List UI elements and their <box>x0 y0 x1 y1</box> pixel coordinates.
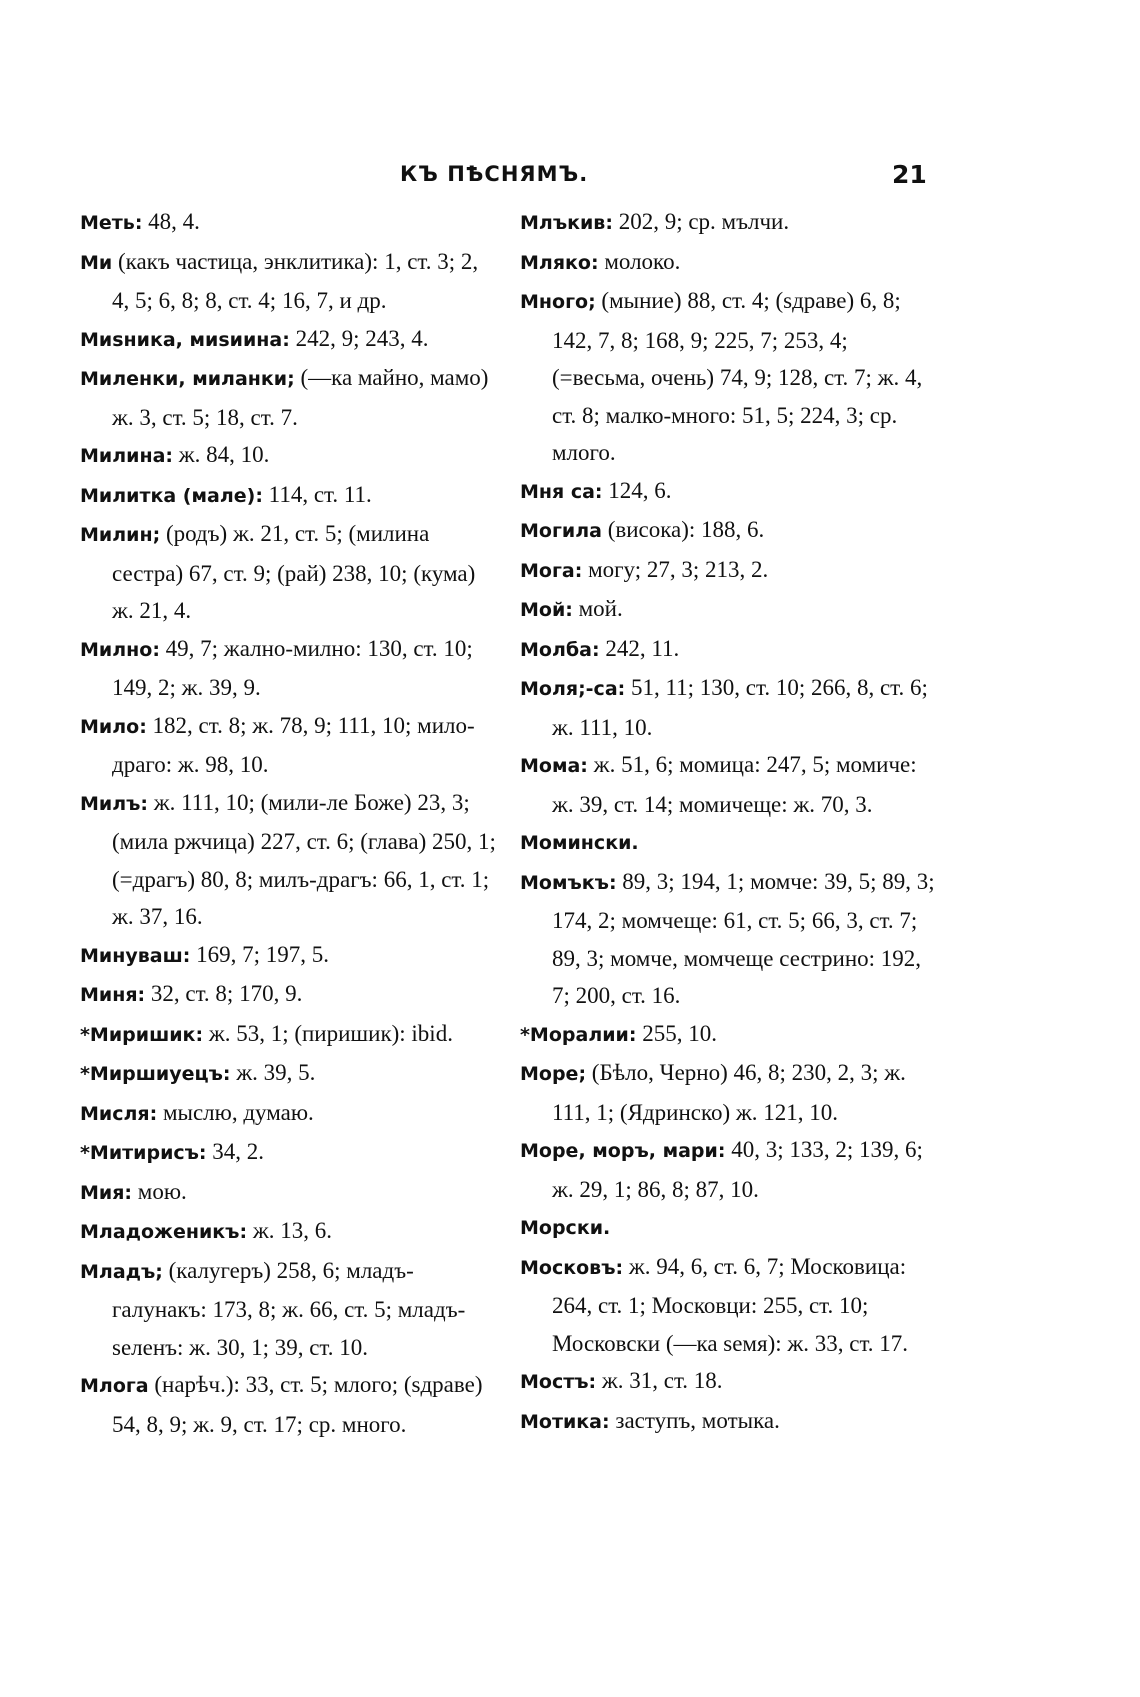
headword: Младоженикъ: <box>80 1221 248 1243</box>
dictionary-entry <box>80 630 500 707</box>
running-head: КЪ ПѢСНЯМЪ. <box>400 162 589 186</box>
entry-text: (мыние) 88, ст. 4; (ѕдраве) 6, 8; 142, 7, 8; 168, 9; 225, 7; 253, 4; (=весьма, очень) 74, 9; 128, ст. 7; ж. 4, ст. 8; малко-много: 51, 5; 224, 3; ср. млого. <box>552 288 923 465</box>
entry-text: 255, 10. <box>636 1020 717 1046</box>
headword: Миня: <box>80 984 146 1006</box>
dictionary-entry <box>520 1054 940 1131</box>
headword: Миѕника, миѕиина: <box>80 328 290 351</box>
dictionary-entry <box>80 1015 500 1055</box>
dictionary-entry <box>80 975 500 1015</box>
dictionary-entry <box>520 1248 940 1363</box>
headword: *Моралии: <box>520 1023 637 1046</box>
dictionary-entry <box>80 707 500 784</box>
dictionary-entry <box>520 823 940 863</box>
entry-text: мой. <box>572 596 623 621</box>
headword: Милитка (мале): <box>80 484 263 507</box>
headword: Минуваш: <box>80 944 191 967</box>
dictionary-entry <box>520 472 940 512</box>
entry-text: (какъ частица, энклитика): 1, ст. 3; 2, 4, 5; 6, 8; 8, ст. 4; 16, 7, и др. <box>112 248 479 313</box>
entry-text: (Бѣло, Черно) 46, 8; 230, 2, 3; ж. 111, 1; (Ядринско) ж. 121, 10. <box>552 1060 906 1125</box>
dictionary-entry <box>520 1015 940 1055</box>
dictionary-entry <box>80 784 500 936</box>
entry-text: 242, 11. <box>599 635 680 661</box>
headword: Мостъ: <box>520 1371 597 1393</box>
entry-text: молоко. <box>598 248 681 274</box>
entry-text: 34, 2. <box>206 1139 265 1164</box>
headword: Молба: <box>520 638 600 661</box>
entry-text: ж. 84, 10. <box>173 442 270 467</box>
entry-text: 124, 6. <box>602 477 672 503</box>
entry-text: заступъ, мотыка. <box>609 1407 780 1433</box>
dictionary-entry <box>80 515 500 630</box>
headword: Много; <box>520 291 596 313</box>
dictionary-entry <box>80 203 500 243</box>
dictionary-entry <box>520 590 940 630</box>
entry-text: ж. 51, 6; момица: 247, 5; момиче: ж. 39, ст. 14; момичеще: ж. 70, 3. <box>552 752 917 817</box>
entry-text: ж. 31, ст. 18. <box>596 1368 723 1393</box>
entry-text: (—ка майно, мамо) ж. 3, ст. 5; 18, ст. 7. <box>112 365 489 430</box>
entry-text: 89, 3; 194, 1; момче: 39, 5; 89, 3; 174, 2; момчеще: 61, ст. 5; 66, 3, ст. 7; 89, 3; момче, момчеще сестрино: 192, 7; 200, ст. 16. <box>552 868 935 1008</box>
headword: Момъкъ: <box>520 871 617 894</box>
headword: Млъкив: <box>520 212 613 234</box>
headword: Миленки, миланки; <box>80 368 295 390</box>
headword: Милина: <box>80 445 173 467</box>
entry-text: (калугеръ) 258, 6; младъ-галунакъ: 173, 8; ж. 66, ст. 5; младъ-ѕеленъ: ж. 30, 1; 39, ст. 10. <box>112 1257 466 1360</box>
headword: Море, моръ, мари: <box>520 1140 726 1162</box>
dictionary-entry <box>520 746 940 823</box>
headword: Могила <box>520 520 602 542</box>
headword: Мома: <box>520 755 588 777</box>
entry-text: 48, 4. <box>142 209 200 234</box>
entry-text: мою. <box>132 1178 187 1204</box>
dictionary-entry <box>520 551 940 591</box>
dictionary-entry <box>520 203 940 243</box>
dictionary-entry <box>520 243 940 283</box>
headword: *Миршиуецъ: <box>80 1063 231 1085</box>
headword: Мляко: <box>520 251 599 274</box>
entry-text: 32, ст. 8; 170, 9. <box>145 981 303 1006</box>
headword: Мило: <box>80 715 147 738</box>
entry-text: (нарѣч.): 33, ст. 5; млого; (ѕдраве) 54, 8, 9; ж. 9, ст. 17; ср. много. <box>112 1372 483 1437</box>
entry-text: ж. 13, 6. <box>247 1218 332 1243</box>
right-column <box>520 203 940 1441</box>
headword: Мога: <box>520 559 583 582</box>
dictionary-entry <box>520 282 940 472</box>
entry-text: мыслю, думаю. <box>157 1099 314 1125</box>
entry-text: (родъ) ж. 21, ст. 5; (милина сестра) 67, ст. 9; (рай) 238, 10; (кума) ж. 21, 4. <box>112 521 476 623</box>
dictionary-entry <box>80 436 500 476</box>
entry-text: 242, 9; 243, 4. <box>289 325 429 351</box>
headword: Морски. <box>520 1217 611 1239</box>
headword: Море; <box>520 1063 587 1085</box>
dictionary-entry <box>520 1208 940 1248</box>
headword: Милъ: <box>80 792 149 815</box>
dictionary-entry <box>80 476 500 516</box>
dictionary-entry <box>80 1094 500 1134</box>
headword: Младъ; <box>80 1260 163 1283</box>
headword: Момински. <box>520 832 639 854</box>
page-number: 21 <box>892 160 927 189</box>
headword: Мой: <box>520 599 573 621</box>
entry-text: (висока): 188, 6. <box>601 517 765 542</box>
entry-text: 202, 9; ср. мълчи. <box>612 209 790 234</box>
dictionary-entry <box>520 1362 940 1402</box>
dictionary-entry <box>520 863 940 1015</box>
entry-text: ж. 111, 10; (мили-ле Боже) 23, 3; (мила ржчица) 227, ст. 6; (глава) 250, 1; (=драгъ) 80, 8; милъ-драгъ: 66, 1, ст. 1; ж. 37, 16. <box>112 789 496 929</box>
entry-text: могу; 27, 3; 213, 2. <box>582 556 769 582</box>
headword: Милин; <box>80 524 161 546</box>
dictionary-entry <box>520 630 940 670</box>
headword: Млога <box>80 1375 149 1397</box>
dictionary-entry <box>80 1366 500 1443</box>
dictionary-entry <box>520 511 940 551</box>
entry-text: ж. 39, 5. <box>230 1060 316 1085</box>
headword: Меть: <box>80 212 143 234</box>
headword: *Митирисъ: <box>80 1142 207 1164</box>
dictionary-entry <box>520 1402 940 1442</box>
dictionary-entry <box>80 1173 500 1213</box>
headword: Мня са: <box>520 480 603 503</box>
headword: *Миришик: <box>80 1023 204 1046</box>
dictionary-entry <box>80 936 500 976</box>
dictionary-entry <box>520 669 940 746</box>
entry-text: ж. 94, 6, ст. 6, 7; Московица: 264, ст. 1; Московци: 255, ст. 10; Московски (—ка ѕемя): ж. 33, ст. 17. <box>552 1253 909 1356</box>
entry-text: 169, 7; 197, 5. <box>190 941 329 967</box>
headword: Московъ: <box>520 1256 624 1279</box>
left-column <box>80 203 500 1443</box>
entry-text: 40, 3; 133, 2; 139, 6; ж. 29, 1; 86, 8; 87, 10. <box>552 1137 923 1202</box>
headword: Мотика: <box>520 1410 610 1433</box>
headword: Мисля: <box>80 1102 158 1125</box>
dictionary-entry <box>80 1133 500 1173</box>
dictionary-entry <box>80 1212 500 1252</box>
dictionary-entry <box>80 359 500 436</box>
entry-text: 51, 11; 130, ст. 10; 266, 8, ст. 6; ж. 111, 10. <box>552 675 928 740</box>
headword: Ми <box>80 251 113 274</box>
entry-text: 114, ст. 11. <box>262 481 372 507</box>
dictionary-entry <box>520 1131 940 1208</box>
headword: Милно: <box>80 638 160 661</box>
headword: Мия: <box>80 1181 133 1204</box>
entry-text: 182, ст. 8; ж. 78, 9; 111, 10; мило-драго: ж. 98, 10. <box>112 712 475 777</box>
entry-text: 49, 7; жално-милно: 130, ст. 10; 149, 2; ж. 39, 9. <box>112 635 473 700</box>
dictionary-entry <box>80 320 500 360</box>
headword: Моля;-са: <box>520 678 626 700</box>
entry-text: ж. 53, 1; (пиришик): ibid. <box>203 1020 453 1046</box>
dictionary-entry <box>80 243 500 320</box>
dictionary-entry <box>80 1252 500 1367</box>
dictionary-entry <box>80 1054 500 1094</box>
